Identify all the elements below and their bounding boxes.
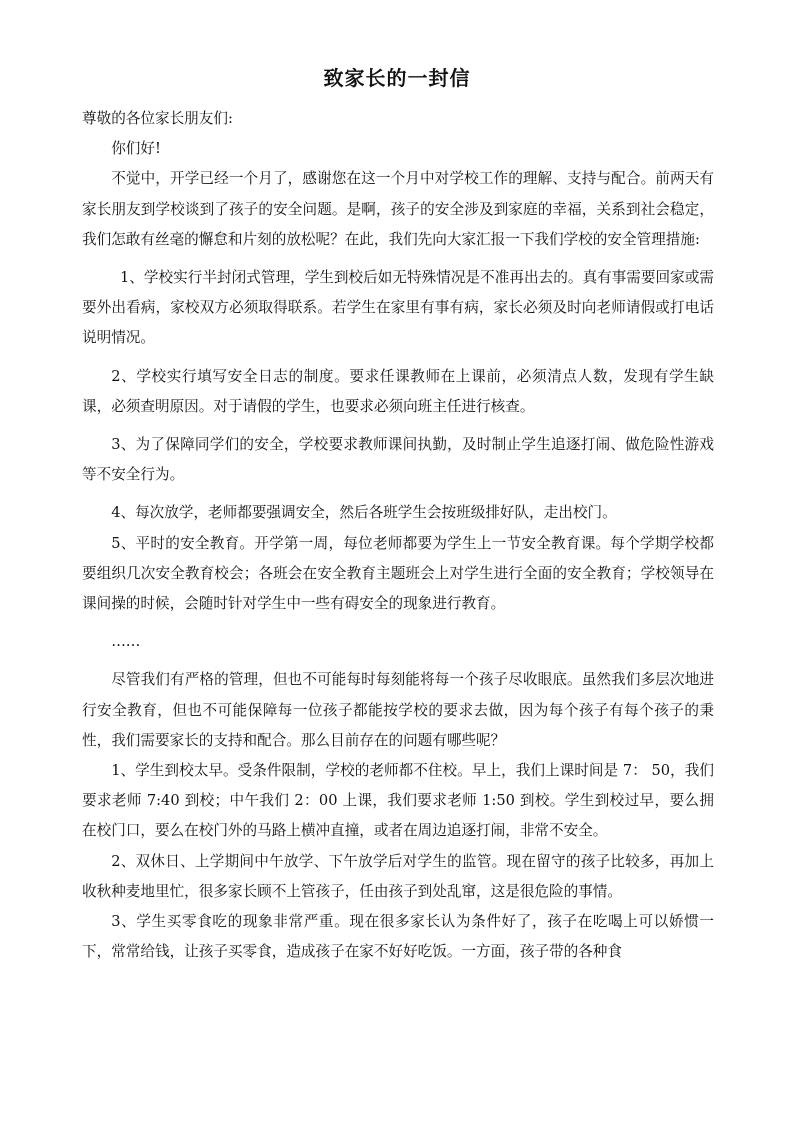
measure-item: 3、为了保障同学们的安全，学校要求教师课间执勤，及时制止学生追逐打闹、做危险性游戏等不安全行为。 <box>82 436 714 484</box>
greeting: 你们好! <box>111 140 161 158</box>
problem-item: 3、学生买零食吃的现象非常严重。现在很多家长认为条件好了，孩子在吃喝上可以娇惯一下，常常给钱，让孩子买零食，造成孩子在家不好好吃饭。一方面，孩子带的各种食 <box>82 913 714 961</box>
measure-item: 4、每次放学，老师都要强调安全，然后各班学生会按班级排好队，走出校门。 <box>111 504 617 522</box>
measure-item: 5、平时的安全教育。开学第一周，每位老师都要为学生上一节安全教育课。每个学期学校都要组织几次安全教育校会；各班会在安全教育主题班会上对学生进行全面的安全教育；学校领导在课间操的时候，会随时针对学生中一些有碍安全的现象进行教育。 <box>82 534 714 613</box>
problems-intro-paragraph: 尽管我们有严格的管理，但也不可能每时每刻能将每一个孩子尽收眼底。虽然我们多层次地进行安全教育，但也不可能保障每一位孩子都能按学校的要求去做，因为每个孩子有每个孩子的秉性，我们需要家长的支持和配合。那么目前存在的问题有哪些呢？ <box>82 671 714 749</box>
letter-body <box>82 104 714 967</box>
measure-item: 2、学校实行填写安全日志的制度。要求任课教师在上课前，必须清点人数，发现有学生缺课，必须查明原因。对于请假的学生，也要求必须向班主任进行核查。 <box>82 367 714 415</box>
measure-item: 1、学校实行半封闭式管理，学生到校后如无特殊情况是不准再出去的。真有事需要回家或需要外出看病，家校双方必须取得联系。若学生在家里有事有病，家长必须及时向老师请假或打电话说明情况。 <box>82 269 714 347</box>
problem-item: 1、学生到校太早。受条件限制，学校的老师都不住校。早上，我们上课时间是 7： 50，我们要求老师 7:40 到校；中午我们 2：00 上课，我们要求老师 1:50 到校。学生到校过早，要么拥在校门口，要么在校门外的马路上横冲直撞，或者在周边追逐打闹，非常不安全。 <box>82 762 714 840</box>
ellipsis: …… <box>111 633 141 651</box>
salutation: 尊敬的各位家长朋友们: <box>82 110 233 127</box>
intro-paragraph: 不觉中，开学已经一个月了，感谢您在这一个月中对学校工作的理解、支持与配合。前两天有家长朋友到学校谈到了孩子的安全问题。是啊，孩子的安全涉及到家庭的幸福，关系到社会稳定，我们怎敢有丝毫的懈怠和片刻的放松呢？在此，我们先向大家汇报一下我们学校的安全管理措施: <box>82 170 714 248</box>
page-title: 致家长的一封信 <box>323 66 471 90</box>
problem-item: 2、双休日、上学期间中午放学、下午放学后对学生的监管。现在留守的孩子比较多，再加上收秋种麦地里忙，很多家长顾不上管孩子，任由孩子到处乱窜，这是很危险的事情。 <box>82 852 714 900</box>
